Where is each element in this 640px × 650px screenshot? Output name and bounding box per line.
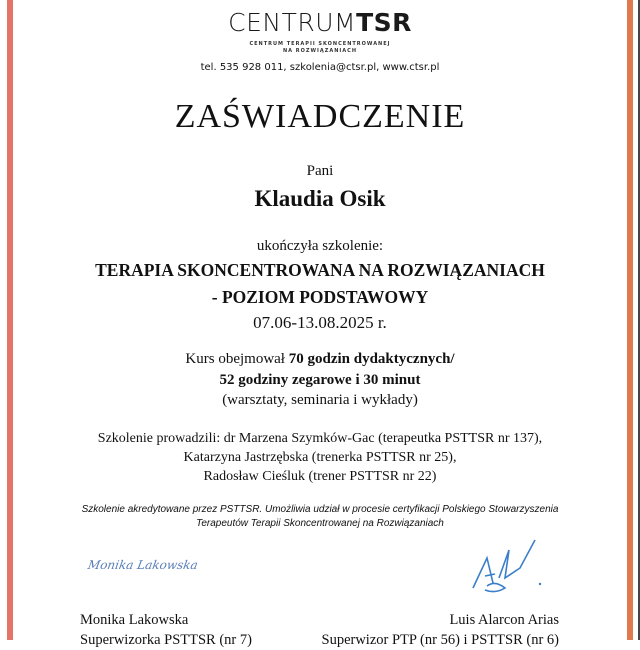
accreditation-line-1: Szkolenie akredytowane przez PSTTSR. Umożliwia udział w procesie certyfikacji Polskiego Stowarzyszenia: [81, 504, 559, 515]
signatory-name: Monika Lakowska: [80, 612, 189, 628]
contact-info: tel. 535 928 011, szkolenia@ctsr.pl, www.ctsr.pl: [200, 62, 440, 73]
recipient-name: Klaudia Osik: [254, 186, 386, 211]
logo-subtitle-1: CENTRUM TERAPII SKONCENTROWANEJ: [249, 41, 391, 47]
trainers-line-1: Szkolenie prowadzili: dr Marzena Szymków-Gac (terapeutka PSTTSR nr 137),: [97, 431, 543, 446]
trainers-line-3: Radosław Cieśluk (trener PSTTSR nr 22): [203, 469, 437, 484]
hours-note: (warsztaty, seminaria i wykłady): [222, 392, 418, 408]
logo-bold-text: TSR: [356, 8, 412, 37]
hours-clock: 52 godziny zegarowe i 30 minut: [219, 372, 421, 388]
signatory-name: Luis Alarcon Arias: [449, 612, 559, 628]
course-title-1: TERAPIA SKONCENTROWANA NA ROZWIĄZANIACH: [95, 260, 545, 280]
signatory-role: Superwizorka PSTTSR (nr 7): [80, 632, 252, 648]
signatory-left: [80, 610, 252, 650]
completed-text: ukończyła szkolenie:: [256, 238, 384, 254]
signatory-role: Superwizor PTP (nr 56) i PSTTSR (nr 6): [321, 632, 559, 648]
certificate-title: ZAŚWIADCZENIE: [174, 98, 466, 135]
hours-didactic: 70 godzin dydaktycznych/: [288, 351, 455, 367]
salutation: Pani: [306, 163, 334, 179]
hours-line-1: [0, 351, 640, 368]
signature-luis: [465, 538, 550, 598]
course-dates: 07.06-13.08.2025 r.: [253, 313, 387, 332]
signature-monika: Monika Lakowska: [86, 558, 200, 572]
logo: [0, 8, 640, 37]
accreditation-line-2: Terapeutów Terapii Skoncentrowanej na Rozwiązaniach: [196, 518, 444, 529]
trainers-line-2: Katarzyna Jastrzębska (trenerka PSTTSR nr 25),: [183, 450, 457, 465]
hours-prefix: Kurs obejmował: [185, 351, 289, 367]
logo-subtitle-2: NA ROZWIĄZANIACH: [282, 48, 358, 54]
course-title-2: - POZIOM PODSTAWOWY: [211, 287, 429, 307]
signatory-right: [322, 610, 560, 650]
logo-text: CENTRUM: [228, 8, 357, 37]
